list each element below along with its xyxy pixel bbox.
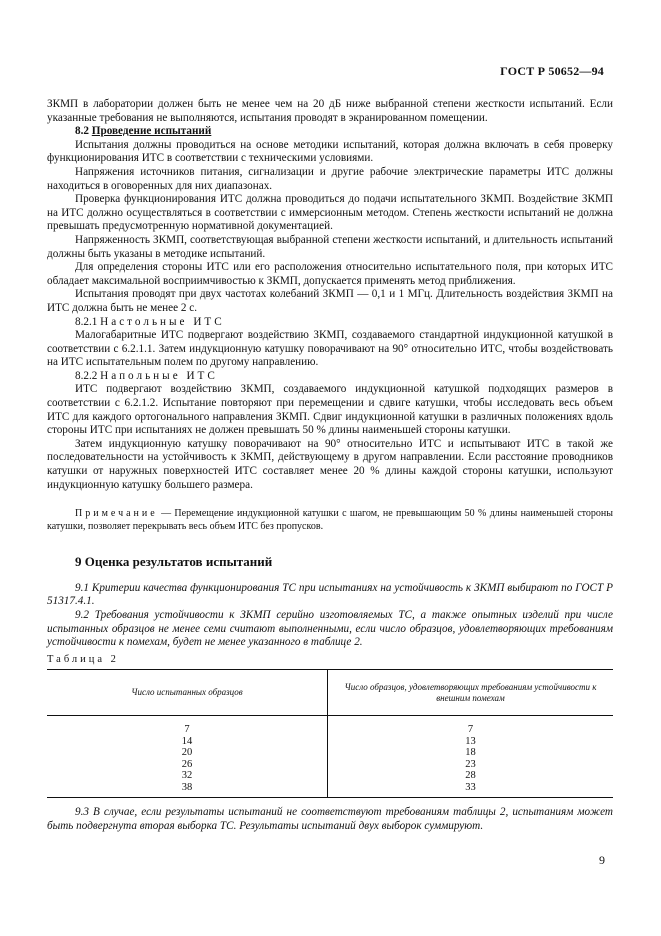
table-row [47, 747, 613, 759]
section-title: Проведение испытаний [91, 125, 212, 138]
paragraph: Напряжения источников питания, сигнализации и другие рабочие электрические параметры ИТС должны находиться в оговоренных для них диапазонах. [47, 165, 613, 192]
table-cell-tested: 32 [47, 770, 328, 782]
table-cell-compliant: 28 [465, 770, 476, 782]
table-cell-tested: 38 [47, 782, 328, 798]
table-cell-compliant: 23 [465, 758, 476, 770]
paragraph: Напряженность ЗКМП, соответствующая выбранной степени жесткости испытаний, и длительность испытаний должны быть указаны в методике испытаний. [47, 233, 613, 260]
paragraph-9-3: 9.3 В случае, если результаты испытаний не соответствуют требованиям таблицы 2, испытаниям может быть подвергнута вторая выборка ТС. Результаты испытаний двух выборок суммируют. [47, 806, 613, 832]
subsection-number: 8.2.1 [75, 315, 101, 328]
paragraph: Затем индукционную катушку поворачивают на 90° относительно ИТС и испытывают ИТС в такой же последовательности на устойчивость к ЗКМП, действующему в другом направлении. Если расстояние проводников катушки от наружных поверхностей ИТС составляет менее 20 % длины каждой стороны катушки, используют индукционную катушку большего размера. [47, 437, 613, 491]
section-heading-8-2 [47, 125, 613, 139]
paragraph: Для определения стороны ИТС или его расположения относительно испытательного поля, при которых ИТС обладает максимальной восприимчивостью к ЗКМП, допускается применять метод приближения. [47, 261, 613, 287]
section-number: 8.2 [75, 125, 92, 138]
note [47, 507, 613, 533]
table-row [47, 736, 613, 748]
subsection-heading-8-2-1 [47, 316, 613, 330]
table-row [47, 770, 613, 782]
paragraph: ИТС подвергают воздействию ЗКМП, создаваемого индукционной катушкой подходящих размеров в соответствии с 6.2.1.2. Испытание повторяют при перемещении и сдвиге катушки, чтобы исследовать весь объем ИТС для каждого ортогонального направления ЗКМП. Сдвиг индукционной катушки в различных положениях вдоль стороны ИТС при испытаниях не должен превышать 50 % длины наименьшей стороны катушки. [47, 383, 613, 437]
table-row [47, 759, 613, 771]
page-body [47, 98, 613, 834]
section-heading-9: 9 Оценка результатов испытаний [75, 554, 273, 570]
table-header-tested: Число испытанных образцов [47, 670, 328, 716]
note-text: — Перемещение индукционной катушки с шагом, не превышающим 50 % длины наименьшей стороны катушки, позволяет перекрывать весь объем ИТС без пропусков. [47, 508, 613, 533]
paragraph: Испытания проводят при двух частотах колебаний ЗКМП — 0,1 и 1 МГц. Длительность воздействия ЗКМП на ИТС должна быть не менее 2 с. [47, 288, 613, 314]
table-cell-compliant: 13 [465, 735, 476, 747]
table-cell-compliant: 18 [465, 747, 476, 759]
table-cell-tested: 20 [47, 747, 328, 759]
subsection-heading-8-2-2 [47, 370, 613, 384]
table-header-compliant: Число образцов, удовлетворяющих требованиям устойчивости к внешним помехам [328, 670, 614, 716]
paragraph: Проверка функционирования ИТС должна проводиться до подачи испытательного ЗКМП. Воздействие ЗКМП на ИТС должно осуществляться в соответствии с иммерсионным методом. Степень жесткости испытаний не должна превышать предусмотренную нормативной документацией. [47, 193, 613, 233]
subsection-title: Напольные ИТС [100, 369, 218, 382]
paragraph: Испытания должны проводиться на основе методики испытаний, которая должна включать в себя проверку функционирования ИТС в соответствии с техническими условиями. [47, 138, 613, 165]
paragraph-9-2: 9.2 Требования устойчивости к ЗКМП серийно изготовляемых ТС, а также опытных изделий при числе испытанных образцов не менее семи считают выполненными, если число образцов, удовлетворяющих требованиям устойчивости к помехам, будет не менее указанного в таблице 2. [47, 609, 613, 649]
document-header: ГОСТ Р 50652—94 [500, 64, 604, 78]
table-2 [47, 669, 613, 798]
table-row [47, 782, 613, 798]
page-number: 9 [599, 853, 605, 867]
table-cell-tested: 14 [47, 736, 328, 748]
table-cell-compliant: 33 [328, 782, 614, 798]
table-cell-compliant: 7 [467, 724, 474, 736]
paragraph: Малогабаритные ИТС подвергают воздействию ЗКМП, создаваемого стандартной индукционной катушкой в соответствии с 6.2.1.1. Затем индукционную катушку поворачивают на 90° относительно ИТС, чтобы воздействовать на ИТС испытательным полем по другому направлению. [47, 329, 613, 369]
paragraph-9-1: 9.1 Критерии качества функционирования ТС при испытаниях на устойчивость к ЗКМП выбирают по ГОСТ Р 51317.4.1. [47, 581, 613, 608]
subsection-title: Настольные ИТС [100, 315, 225, 328]
table-row [47, 716, 613, 736]
paragraph-continued: ЗКМП в лаборатории должен быть не менее чем на 20 дБ ниже выбранной степени жесткости испытаний. Если указанные требования не выполняются, испытания проводят в экранированном помещении. [47, 98, 613, 124]
subsection-number: 8.2.2 [75, 369, 101, 382]
table-cell-tested: 26 [47, 759, 328, 771]
table-caption: Таблица 2 [47, 653, 119, 665]
note-label: Примечание [75, 508, 158, 520]
table-cell-tested: 7 [47, 716, 328, 736]
